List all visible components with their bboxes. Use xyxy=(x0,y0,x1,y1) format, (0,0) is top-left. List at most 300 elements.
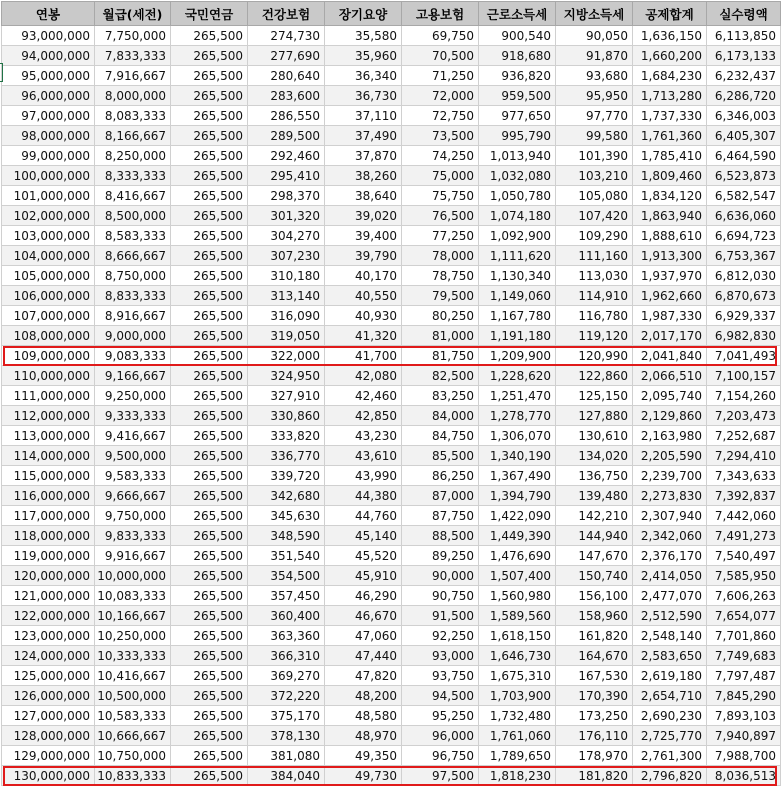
table-cell-income-tax[interactable]: 1,013,940 xyxy=(479,146,556,166)
table-cell-ltc[interactable]: 47,440 xyxy=(325,646,402,666)
table-cell-salary[interactable]: 99,000,000 xyxy=(2,146,95,166)
table-cell-ltc[interactable]: 43,230 xyxy=(325,426,402,446)
table-cell-pension[interactable]: 265,500 xyxy=(171,66,248,86)
table-cell-net[interactable]: 7,701,860 xyxy=(707,626,781,646)
table-cell-local-tax[interactable]: 97,770 xyxy=(556,106,633,126)
table-cell-net[interactable]: 7,585,950 xyxy=(707,566,781,586)
table-cell-ltc[interactable]: 37,870 xyxy=(325,146,402,166)
table-cell-monthly[interactable]: 8,083,333 xyxy=(95,106,171,126)
table-cell-deduction[interactable]: 1,785,410 xyxy=(633,146,707,166)
table-cell-income-tax[interactable]: 1,789,650 xyxy=(479,746,556,766)
table-cell-monthly[interactable]: 7,750,000 xyxy=(95,26,171,46)
table-cell-salary[interactable]: 120,000,000 xyxy=(2,566,95,586)
table-cell-income-tax[interactable]: 1,507,400 xyxy=(479,566,556,586)
table-cell-ltc[interactable]: 44,380 xyxy=(325,486,402,506)
table-cell-pension[interactable]: 265,500 xyxy=(171,486,248,506)
table-cell-employment[interactable]: 96,000 xyxy=(402,726,479,746)
table-cell-monthly[interactable]: 9,583,333 xyxy=(95,466,171,486)
table-cell-ltc[interactable]: 43,610 xyxy=(325,446,402,466)
table-cell-pension[interactable]: 265,500 xyxy=(171,26,248,46)
table-cell-income-tax[interactable]: 1,761,060 xyxy=(479,726,556,746)
table-cell-ltc[interactable]: 40,930 xyxy=(325,306,402,326)
table-cell-net[interactable]: 6,464,590 xyxy=(707,146,781,166)
table-cell-ltc[interactable]: 41,320 xyxy=(325,326,402,346)
table-cell-monthly[interactable]: 9,833,333 xyxy=(95,526,171,546)
table-cell-health[interactable]: 360,400 xyxy=(248,606,325,626)
table-cell-health[interactable]: 327,910 xyxy=(248,386,325,406)
table-cell-deduction[interactable]: 2,205,590 xyxy=(633,446,707,466)
table-cell-monthly[interactable]: 9,166,667 xyxy=(95,366,171,386)
table-cell-deduction[interactable]: 1,913,300 xyxy=(633,246,707,266)
table-cell-health[interactable]: 366,310 xyxy=(248,646,325,666)
table-cell-pension[interactable]: 265,500 xyxy=(171,466,248,486)
table-cell-income-tax[interactable]: 959,500 xyxy=(479,86,556,106)
table-cell-health[interactable]: 372,220 xyxy=(248,686,325,706)
table-cell-pension[interactable]: 265,500 xyxy=(171,126,248,146)
table-cell-income-tax[interactable]: 1,074,180 xyxy=(479,206,556,226)
table-cell-salary[interactable]: 124,000,000 xyxy=(2,646,95,666)
table-cell-health[interactable]: 289,500 xyxy=(248,126,325,146)
table-cell-monthly[interactable]: 10,416,667 xyxy=(95,666,171,686)
table-cell-deduction[interactable]: 2,414,050 xyxy=(633,566,707,586)
table-cell-deduction[interactable]: 2,583,650 xyxy=(633,646,707,666)
table-cell-pension[interactable]: 265,500 xyxy=(171,346,248,366)
table-cell-monthly[interactable]: 10,083,333 xyxy=(95,586,171,606)
table-cell-deduction[interactable]: 2,376,170 xyxy=(633,546,707,566)
column-header-deduction[interactable]: 공제합계 xyxy=(633,2,707,26)
table-cell-income-tax[interactable]: 1,306,070 xyxy=(479,426,556,446)
table-cell-employment[interactable]: 87,000 xyxy=(402,486,479,506)
table-cell-income-tax[interactable]: 1,646,730 xyxy=(479,646,556,666)
table-cell-net[interactable]: 7,294,410 xyxy=(707,446,781,466)
table-cell-local-tax[interactable]: 150,740 xyxy=(556,566,633,586)
table-cell-salary[interactable]: 108,000,000 xyxy=(2,326,95,346)
table-cell-income-tax[interactable]: 1,050,780 xyxy=(479,186,556,206)
table-cell-net[interactable]: 6,523,873 xyxy=(707,166,781,186)
table-cell-pension[interactable]: 265,500 xyxy=(171,606,248,626)
table-cell-pension[interactable]: 265,500 xyxy=(171,566,248,586)
table-cell-local-tax[interactable]: 144,940 xyxy=(556,526,633,546)
table-cell-net[interactable]: 7,100,157 xyxy=(707,366,781,386)
table-cell-ltc[interactable]: 47,820 xyxy=(325,666,402,686)
table-cell-employment[interactable]: 96,750 xyxy=(402,746,479,766)
table-cell-deduction[interactable]: 2,690,230 xyxy=(633,706,707,726)
table-cell-net[interactable]: 6,982,830 xyxy=(707,326,781,346)
table-cell-income-tax[interactable]: 1,476,690 xyxy=(479,546,556,566)
table-cell-net[interactable]: 7,343,633 xyxy=(707,466,781,486)
table-cell-salary[interactable]: 95,000,000 xyxy=(2,66,95,86)
table-cell-net[interactable]: 7,252,687 xyxy=(707,426,781,446)
table-cell-ltc[interactable]: 36,730 xyxy=(325,86,402,106)
table-cell-net[interactable]: 8,036,513 xyxy=(707,766,781,786)
table-cell-pension[interactable]: 265,500 xyxy=(171,586,248,606)
table-cell-health[interactable]: 310,180 xyxy=(248,266,325,286)
column-header-health[interactable]: 건강보험 xyxy=(248,2,325,26)
table-cell-ltc[interactable]: 40,170 xyxy=(325,266,402,286)
table-cell-salary[interactable]: 118,000,000 xyxy=(2,526,95,546)
column-header-income-tax[interactable]: 근로소득세 xyxy=(479,2,556,26)
table-cell-salary[interactable]: 110,000,000 xyxy=(2,366,95,386)
table-cell-local-tax[interactable]: 99,580 xyxy=(556,126,633,146)
table-cell-income-tax[interactable]: 1,818,230 xyxy=(479,766,556,786)
table-cell-employment[interactable]: 75,000 xyxy=(402,166,479,186)
table-cell-net[interactable]: 7,041,493 xyxy=(707,346,781,366)
table-cell-monthly[interactable]: 9,416,667 xyxy=(95,426,171,446)
table-cell-salary[interactable]: 125,000,000 xyxy=(2,666,95,686)
table-cell-employment[interactable]: 76,500 xyxy=(402,206,479,226)
table-cell-health[interactable]: 322,000 xyxy=(248,346,325,366)
table-cell-pension[interactable]: 265,500 xyxy=(171,706,248,726)
table-cell-pension[interactable]: 265,500 xyxy=(171,206,248,226)
table-cell-local-tax[interactable]: 122,860 xyxy=(556,366,633,386)
table-cell-monthly[interactable]: 7,916,667 xyxy=(95,66,171,86)
table-cell-salary[interactable]: 123,000,000 xyxy=(2,626,95,646)
table-cell-employment[interactable]: 81,750 xyxy=(402,346,479,366)
table-cell-local-tax[interactable]: 114,910 xyxy=(556,286,633,306)
table-cell-ltc[interactable]: 41,700 xyxy=(325,346,402,366)
table-cell-income-tax[interactable]: 1,422,090 xyxy=(479,506,556,526)
table-cell-salary[interactable]: 112,000,000 xyxy=(2,406,95,426)
table-cell-employment[interactable]: 78,750 xyxy=(402,266,479,286)
table-cell-net[interactable]: 7,392,837 xyxy=(707,486,781,506)
table-cell-net[interactable]: 6,929,337 xyxy=(707,306,781,326)
table-cell-pension[interactable]: 265,500 xyxy=(171,266,248,286)
table-cell-income-tax[interactable]: 1,228,620 xyxy=(479,366,556,386)
column-header-pension[interactable]: 국민연금 xyxy=(171,2,248,26)
table-cell-health[interactable]: 292,460 xyxy=(248,146,325,166)
column-header-local-tax[interactable]: 지방소득세 xyxy=(556,2,633,26)
table-cell-pension[interactable]: 265,500 xyxy=(171,106,248,126)
table-cell-income-tax[interactable]: 1,703,900 xyxy=(479,686,556,706)
table-cell-salary[interactable]: 130,000,000 xyxy=(2,766,95,786)
table-cell-pension[interactable]: 265,500 xyxy=(171,86,248,106)
table-cell-ltc[interactable]: 48,970 xyxy=(325,726,402,746)
table-cell-employment[interactable]: 72,000 xyxy=(402,86,479,106)
table-cell-monthly[interactable]: 9,083,333 xyxy=(95,346,171,366)
table-cell-salary[interactable]: 117,000,000 xyxy=(2,506,95,526)
table-cell-salary[interactable]: 121,000,000 xyxy=(2,586,95,606)
table-cell-local-tax[interactable]: 142,210 xyxy=(556,506,633,526)
table-cell-income-tax[interactable]: 1,618,150 xyxy=(479,626,556,646)
table-cell-ltc[interactable]: 49,350 xyxy=(325,746,402,766)
table-cell-net[interactable]: 6,636,060 xyxy=(707,206,781,226)
table-cell-net[interactable]: 7,654,077 xyxy=(707,606,781,626)
table-cell-deduction[interactable]: 2,163,980 xyxy=(633,426,707,446)
table-cell-salary[interactable]: 122,000,000 xyxy=(2,606,95,626)
table-cell-monthly[interactable]: 10,000,000 xyxy=(95,566,171,586)
table-cell-deduction[interactable]: 1,937,970 xyxy=(633,266,707,286)
table-cell-net[interactable]: 6,113,850 xyxy=(707,26,781,46)
table-cell-pension[interactable]: 265,500 xyxy=(171,246,248,266)
table-cell-deduction[interactable]: 2,342,060 xyxy=(633,526,707,546)
table-cell-deduction[interactable]: 2,512,590 xyxy=(633,606,707,626)
table-cell-health[interactable]: 339,720 xyxy=(248,466,325,486)
table-cell-pension[interactable]: 265,500 xyxy=(171,746,248,766)
table-cell-salary[interactable]: 113,000,000 xyxy=(2,426,95,446)
table-cell-net[interactable]: 6,753,367 xyxy=(707,246,781,266)
table-cell-pension[interactable]: 265,500 xyxy=(171,766,248,786)
table-cell-deduction[interactable]: 2,548,140 xyxy=(633,626,707,646)
table-cell-income-tax[interactable]: 995,790 xyxy=(479,126,556,146)
table-cell-local-tax[interactable]: 167,530 xyxy=(556,666,633,686)
table-cell-ltc[interactable]: 37,490 xyxy=(325,126,402,146)
table-cell-local-tax[interactable]: 170,390 xyxy=(556,686,633,706)
table-cell-income-tax[interactable]: 1,251,470 xyxy=(479,386,556,406)
table-cell-monthly[interactable]: 10,500,000 xyxy=(95,686,171,706)
table-cell-income-tax[interactable]: 1,209,900 xyxy=(479,346,556,366)
table-cell-deduction[interactable]: 2,273,830 xyxy=(633,486,707,506)
table-cell-local-tax[interactable]: 134,020 xyxy=(556,446,633,466)
table-cell-income-tax[interactable]: 1,191,180 xyxy=(479,326,556,346)
table-cell-monthly[interactable]: 8,583,333 xyxy=(95,226,171,246)
table-cell-ltc[interactable]: 39,400 xyxy=(325,226,402,246)
table-cell-deduction[interactable]: 1,761,360 xyxy=(633,126,707,146)
table-cell-monthly[interactable]: 10,250,000 xyxy=(95,626,171,646)
table-cell-salary[interactable]: 100,000,000 xyxy=(2,166,95,186)
table-cell-deduction[interactable]: 2,239,700 xyxy=(633,466,707,486)
table-cell-net[interactable]: 6,173,133 xyxy=(707,46,781,66)
table-cell-monthly[interactable]: 10,666,667 xyxy=(95,726,171,746)
table-cell-employment[interactable]: 77,250 xyxy=(402,226,479,246)
table-cell-salary[interactable]: 103,000,000 xyxy=(2,226,95,246)
table-cell-local-tax[interactable]: 164,670 xyxy=(556,646,633,666)
table-cell-health[interactable]: 274,730 xyxy=(248,26,325,46)
table-cell-ltc[interactable]: 35,580 xyxy=(325,26,402,46)
table-cell-health[interactable]: 363,360 xyxy=(248,626,325,646)
table-cell-deduction[interactable]: 1,660,200 xyxy=(633,46,707,66)
table-cell-income-tax[interactable]: 977,650 xyxy=(479,106,556,126)
table-cell-pension[interactable]: 265,500 xyxy=(171,506,248,526)
table-cell-local-tax[interactable]: 173,250 xyxy=(556,706,633,726)
table-cell-pension[interactable]: 265,500 xyxy=(171,46,248,66)
table-cell-employment[interactable]: 88,500 xyxy=(402,526,479,546)
table-cell-employment[interactable]: 72,750 xyxy=(402,106,479,126)
table-cell-pension[interactable]: 265,500 xyxy=(171,446,248,466)
table-cell-pension[interactable]: 265,500 xyxy=(171,186,248,206)
column-header-employment[interactable]: 고용보험 xyxy=(402,2,479,26)
table-cell-income-tax[interactable]: 936,820 xyxy=(479,66,556,86)
table-cell-pension[interactable]: 265,500 xyxy=(171,426,248,446)
table-cell-employment[interactable]: 81,000 xyxy=(402,326,479,346)
table-cell-employment[interactable]: 82,500 xyxy=(402,366,479,386)
table-cell-monthly[interactable]: 7,833,333 xyxy=(95,46,171,66)
table-cell-local-tax[interactable]: 176,110 xyxy=(556,726,633,746)
table-cell-salary[interactable]: 119,000,000 xyxy=(2,546,95,566)
table-cell-health[interactable]: 345,630 xyxy=(248,506,325,526)
table-cell-income-tax[interactable]: 1,032,080 xyxy=(479,166,556,186)
table-cell-ltc[interactable]: 48,200 xyxy=(325,686,402,706)
table-cell-local-tax[interactable]: 119,120 xyxy=(556,326,633,346)
table-cell-deduction[interactable]: 1,737,330 xyxy=(633,106,707,126)
table-cell-employment[interactable]: 91,500 xyxy=(402,606,479,626)
table-cell-income-tax[interactable]: 1,589,560 xyxy=(479,606,556,626)
table-cell-ltc[interactable]: 46,290 xyxy=(325,586,402,606)
table-cell-monthly[interactable]: 8,166,667 xyxy=(95,126,171,146)
table-cell-monthly[interactable]: 8,500,000 xyxy=(95,206,171,226)
table-cell-pension[interactable]: 265,500 xyxy=(171,306,248,326)
table-cell-salary[interactable]: 104,000,000 xyxy=(2,246,95,266)
table-cell-pension[interactable]: 265,500 xyxy=(171,386,248,406)
table-cell-pension[interactable]: 265,500 xyxy=(171,526,248,546)
table-cell-income-tax[interactable]: 1,367,490 xyxy=(479,466,556,486)
table-cell-ltc[interactable]: 37,110 xyxy=(325,106,402,126)
table-cell-salary[interactable]: 98,000,000 xyxy=(2,126,95,146)
table-cell-employment[interactable]: 84,750 xyxy=(402,426,479,446)
table-cell-health[interactable]: 381,080 xyxy=(248,746,325,766)
table-cell-health[interactable]: 307,230 xyxy=(248,246,325,266)
table-cell-income-tax[interactable]: 1,675,310 xyxy=(479,666,556,686)
table-cell-employment[interactable]: 97,500 xyxy=(402,766,479,786)
table-cell-ltc[interactable]: 42,080 xyxy=(325,366,402,386)
table-cell-deduction[interactable]: 2,761,300 xyxy=(633,746,707,766)
table-cell-health[interactable]: 286,550 xyxy=(248,106,325,126)
table-cell-employment[interactable]: 74,250 xyxy=(402,146,479,166)
table-cell-monthly[interactable]: 8,000,000 xyxy=(95,86,171,106)
table-cell-pension[interactable]: 265,500 xyxy=(171,286,248,306)
table-cell-net[interactable]: 7,442,060 xyxy=(707,506,781,526)
table-cell-employment[interactable]: 80,250 xyxy=(402,306,479,326)
table-cell-local-tax[interactable]: 125,150 xyxy=(556,386,633,406)
table-cell-ltc[interactable]: 38,260 xyxy=(325,166,402,186)
table-cell-salary[interactable]: 127,000,000 xyxy=(2,706,95,726)
table-cell-employment[interactable]: 93,750 xyxy=(402,666,479,686)
table-cell-ltc[interactable]: 43,990 xyxy=(325,466,402,486)
table-cell-monthly[interactable]: 9,500,000 xyxy=(95,446,171,466)
table-cell-deduction[interactable]: 1,863,940 xyxy=(633,206,707,226)
table-cell-income-tax[interactable]: 918,680 xyxy=(479,46,556,66)
table-cell-local-tax[interactable]: 107,420 xyxy=(556,206,633,226)
table-cell-health[interactable]: 316,090 xyxy=(248,306,325,326)
table-cell-net[interactable]: 6,286,720 xyxy=(707,86,781,106)
table-cell-health[interactable]: 348,590 xyxy=(248,526,325,546)
table-cell-health[interactable]: 277,690 xyxy=(248,46,325,66)
table-cell-pension[interactable]: 265,500 xyxy=(171,646,248,666)
table-cell-monthly[interactable]: 9,750,000 xyxy=(95,506,171,526)
table-cell-employment[interactable]: 69,750 xyxy=(402,26,479,46)
table-cell-pension[interactable]: 265,500 xyxy=(171,226,248,246)
table-cell-net[interactable]: 7,203,473 xyxy=(707,406,781,426)
table-cell-health[interactable]: 375,170 xyxy=(248,706,325,726)
table-cell-net[interactable]: 7,797,487 xyxy=(707,666,781,686)
table-cell-local-tax[interactable]: 103,210 xyxy=(556,166,633,186)
table-cell-monthly[interactable]: 10,166,667 xyxy=(95,606,171,626)
table-cell-net[interactable]: 7,893,103 xyxy=(707,706,781,726)
table-cell-deduction[interactable]: 1,713,280 xyxy=(633,86,707,106)
column-header-ltc[interactable]: 장기요양 xyxy=(325,2,402,26)
table-cell-monthly[interactable]: 8,250,000 xyxy=(95,146,171,166)
table-cell-deduction[interactable]: 1,987,330 xyxy=(633,306,707,326)
table-cell-health[interactable]: 301,320 xyxy=(248,206,325,226)
table-cell-employment[interactable]: 95,250 xyxy=(402,706,479,726)
table-cell-deduction[interactable]: 1,684,230 xyxy=(633,66,707,86)
table-cell-net[interactable]: 7,749,683 xyxy=(707,646,781,666)
table-cell-salary[interactable]: 96,000,000 xyxy=(2,86,95,106)
table-cell-salary[interactable]: 114,000,000 xyxy=(2,446,95,466)
table-cell-local-tax[interactable]: 136,750 xyxy=(556,466,633,486)
table-cell-salary[interactable]: 97,000,000 xyxy=(2,106,95,126)
table-cell-net[interactable]: 7,154,260 xyxy=(707,386,781,406)
table-cell-local-tax[interactable]: 156,100 xyxy=(556,586,633,606)
table-cell-local-tax[interactable]: 95,950 xyxy=(556,86,633,106)
table-cell-employment[interactable]: 78,000 xyxy=(402,246,479,266)
table-cell-pension[interactable]: 265,500 xyxy=(171,666,248,686)
table-cell-income-tax[interactable]: 900,540 xyxy=(479,26,556,46)
table-cell-health[interactable]: 324,950 xyxy=(248,366,325,386)
table-cell-income-tax[interactable]: 1,340,190 xyxy=(479,446,556,466)
table-cell-income-tax[interactable]: 1,130,340 xyxy=(479,266,556,286)
table-cell-employment[interactable]: 85,500 xyxy=(402,446,479,466)
table-cell-health[interactable]: 378,130 xyxy=(248,726,325,746)
table-cell-employment[interactable]: 73,500 xyxy=(402,126,479,146)
table-cell-health[interactable]: 369,270 xyxy=(248,666,325,686)
table-cell-net[interactable]: 6,694,723 xyxy=(707,226,781,246)
table-cell-local-tax[interactable]: 113,030 xyxy=(556,266,633,286)
table-cell-deduction[interactable]: 2,619,180 xyxy=(633,666,707,686)
table-cell-monthly[interactable]: 10,833,333 xyxy=(95,766,171,786)
table-cell-income-tax[interactable]: 1,560,980 xyxy=(479,586,556,606)
table-cell-salary[interactable]: 109,000,000 xyxy=(2,346,95,366)
table-cell-deduction[interactable]: 2,041,840 xyxy=(633,346,707,366)
table-cell-pension[interactable]: 265,500 xyxy=(171,166,248,186)
table-cell-income-tax[interactable]: 1,394,790 xyxy=(479,486,556,506)
table-cell-employment[interactable]: 93,000 xyxy=(402,646,479,666)
table-cell-deduction[interactable]: 2,654,710 xyxy=(633,686,707,706)
table-cell-monthly[interactable]: 9,916,667 xyxy=(95,546,171,566)
table-cell-salary[interactable]: 107,000,000 xyxy=(2,306,95,326)
table-cell-ltc[interactable]: 44,760 xyxy=(325,506,402,526)
table-cell-net[interactable]: 7,606,263 xyxy=(707,586,781,606)
table-cell-pension[interactable]: 265,500 xyxy=(171,146,248,166)
table-cell-salary[interactable]: 111,000,000 xyxy=(2,386,95,406)
table-cell-income-tax[interactable]: 1,092,900 xyxy=(479,226,556,246)
table-cell-deduction[interactable]: 1,636,150 xyxy=(633,26,707,46)
table-cell-employment[interactable]: 90,000 xyxy=(402,566,479,586)
table-cell-net[interactable]: 7,540,497 xyxy=(707,546,781,566)
table-cell-salary[interactable]: 94,000,000 xyxy=(2,46,95,66)
table-cell-local-tax[interactable]: 90,050 xyxy=(556,26,633,46)
table-cell-health[interactable]: 304,270 xyxy=(248,226,325,246)
table-cell-local-tax[interactable]: 127,880 xyxy=(556,406,633,426)
table-cell-ltc[interactable]: 35,960 xyxy=(325,46,402,66)
table-cell-ltc[interactable]: 38,640 xyxy=(325,186,402,206)
table-cell-employment[interactable]: 75,750 xyxy=(402,186,479,206)
table-cell-ltc[interactable]: 39,790 xyxy=(325,246,402,266)
table-cell-ltc[interactable]: 39,020 xyxy=(325,206,402,226)
table-cell-net[interactable]: 6,346,003 xyxy=(707,106,781,126)
table-cell-local-tax[interactable]: 116,780 xyxy=(556,306,633,326)
table-cell-salary[interactable]: 102,000,000 xyxy=(2,206,95,226)
table-cell-deduction[interactable]: 2,796,820 xyxy=(633,766,707,786)
table-cell-net[interactable]: 7,988,700 xyxy=(707,746,781,766)
table-cell-net[interactable]: 6,405,307 xyxy=(707,126,781,146)
table-cell-monthly[interactable]: 10,583,333 xyxy=(95,706,171,726)
table-cell-employment[interactable]: 83,250 xyxy=(402,386,479,406)
table-cell-monthly[interactable]: 10,750,000 xyxy=(95,746,171,766)
table-cell-ltc[interactable]: 42,460 xyxy=(325,386,402,406)
table-cell-income-tax[interactable]: 1,449,390 xyxy=(479,526,556,546)
table-cell-ltc[interactable]: 47,060 xyxy=(325,626,402,646)
table-cell-ltc[interactable]: 48,580 xyxy=(325,706,402,726)
table-cell-local-tax[interactable]: 147,670 xyxy=(556,546,633,566)
table-cell-local-tax[interactable]: 101,390 xyxy=(556,146,633,166)
table-cell-salary[interactable]: 115,000,000 xyxy=(2,466,95,486)
table-cell-ltc[interactable]: 46,670 xyxy=(325,606,402,626)
table-cell-pension[interactable]: 265,500 xyxy=(171,326,248,346)
table-cell-health[interactable]: 336,770 xyxy=(248,446,325,466)
table-cell-deduction[interactable]: 2,017,170 xyxy=(633,326,707,346)
table-cell-deduction[interactable]: 1,962,660 xyxy=(633,286,707,306)
table-cell-local-tax[interactable]: 130,610 xyxy=(556,426,633,446)
